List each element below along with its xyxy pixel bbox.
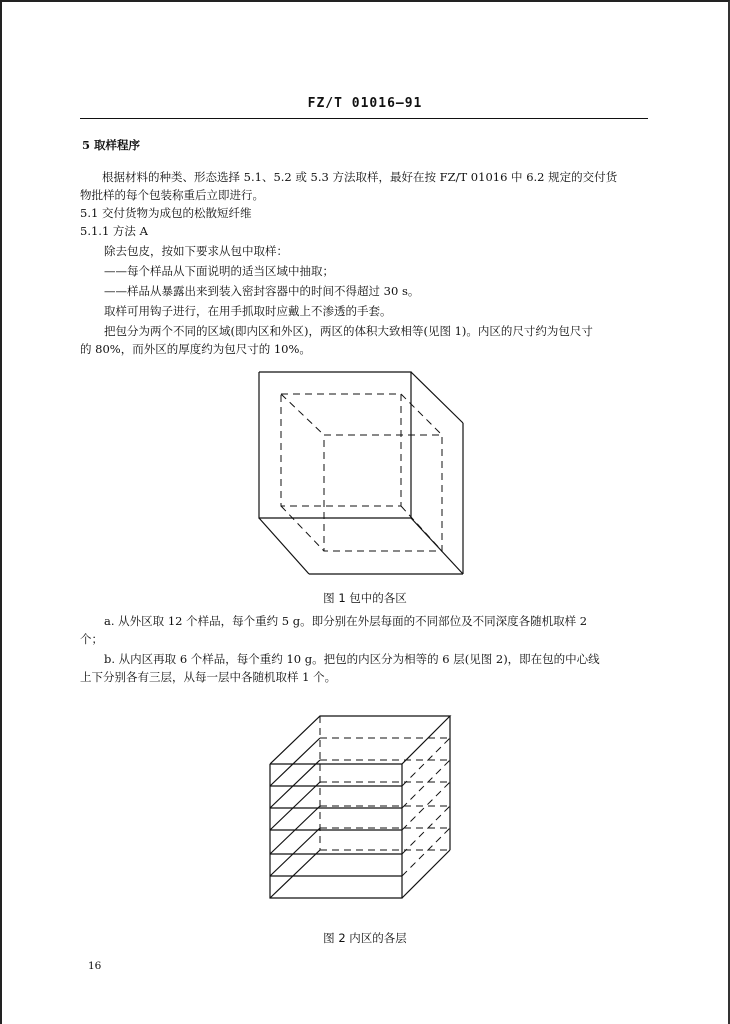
top-face [270, 716, 450, 764]
layer-diag-1 [270, 738, 320, 786]
layer-diag-6 [270, 850, 320, 898]
figure-1-caption: 图 1 包中的各区 [323, 591, 407, 605]
right-bottom-edge [402, 850, 450, 898]
bullet-2: ——样品从暴露出来到装入密封容器中的时间不得超过 30 s。 [104, 284, 420, 298]
standard-code: FZ/T 01016—91 [307, 96, 423, 111]
outer-top-right-edge [411, 372, 463, 423]
item-a-line-1: a. 从外区取 12 个样品，每个重约 5 g。即分别在外层每面的不同部位及不同深度各随机取样 2 [104, 614, 588, 628]
item-b-line-1: b. 从内区再取 6 个样品，每个重约 10 g。把包的内区分为相等的 6 层(见图 2)，即在包的中心线 [104, 652, 600, 666]
paragraph-1: 除去包皮，按如下要求从包中取样： [104, 244, 288, 258]
paragraph-3-line-2: 的 80%，而外区的厚度约为包尺寸的 10%。 [80, 342, 311, 356]
header-rule [80, 118, 648, 119]
inner-edge-top-left [281, 394, 324, 435]
inner-edge-bottom-right [401, 506, 442, 551]
inner-edge-bottom-left [281, 506, 324, 551]
figure-2-drawing [262, 708, 462, 908]
hidden-right-diag-1 [402, 738, 450, 786]
bullet-1: ——每个样品从下面说明的适当区域中抽取； [104, 264, 334, 278]
layer-diag-5 [270, 828, 320, 876]
figure-2-caption: 图 2 内区的各层 [323, 931, 407, 945]
item-a-line-2: 个； [80, 632, 103, 646]
intro-line-2: 物批样的每个包装称重后立即进行。 [80, 188, 264, 202]
inner-back-face [324, 435, 442, 551]
intro-line-1: 根据材料的种类、形态选择 5.1、5.2 或 5.3 方法取样，最好在按 FZ/T 01016 中 6.2 规定的交付货 [102, 170, 618, 184]
outer-bottom-left-edge [259, 518, 309, 574]
section-title: 5 取样程序 [82, 138, 141, 152]
page-number: 16 [88, 960, 102, 972]
hidden-right-diag-5 [402, 828, 450, 876]
subsection-5-1-1: 5.1.1 方法 A [80, 224, 148, 238]
inner-edge-top-right [401, 394, 442, 435]
item-b-line-2: 上下分别各有三层，从每一层中各随机取样 1 个。 [80, 670, 337, 684]
paragraph-3-line-1: 把包分为两个不同的区域(即内区和外区)，两区的体积大致相等(见图 1)。内区的尺寸约为包尺寸 [104, 324, 593, 338]
subsection-5-1: 5.1 交付货物为成包的松散短纤维 [80, 206, 252, 220]
front-face [270, 764, 402, 898]
figure-1-drawing [250, 365, 470, 580]
hidden-right-diag-4 [402, 806, 450, 854]
hidden-right-diag-2 [402, 760, 450, 808]
layer-diag-2 [270, 760, 320, 808]
layer-diag-3 [270, 782, 320, 830]
paragraph-2: 取样可用钩子进行，在用手抓取时应戴上不渗透的手套。 [104, 304, 392, 318]
